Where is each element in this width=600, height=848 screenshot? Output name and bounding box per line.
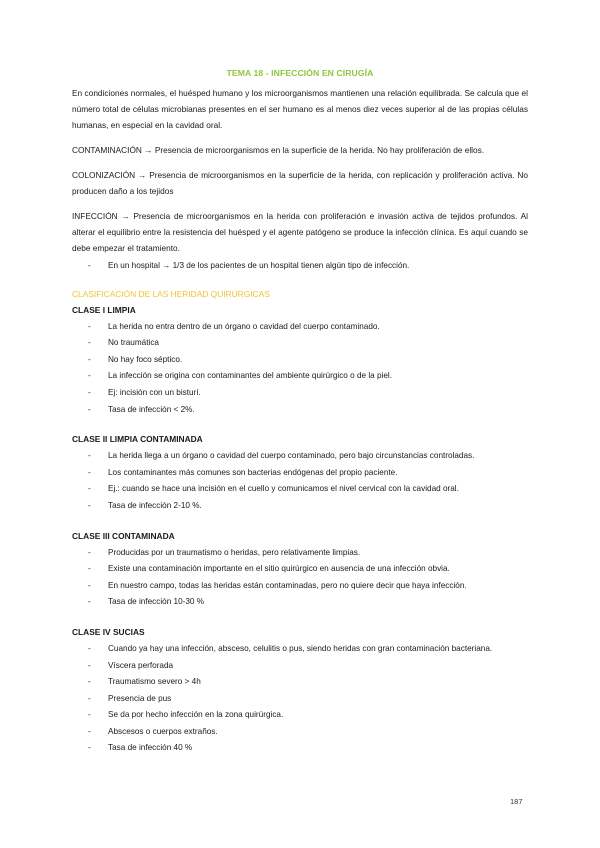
- dash-marker: -: [88, 693, 91, 703]
- colonizacion-paragraph: COLONIZACIÓN → Presencia de microorganismos en la superficie de la herida, con replicación y proliferación activa. No producen daño a los tejidos: [72, 170, 528, 196]
- list-item: [72, 724, 528, 741]
- list-item-text: Tasa de infección 40 %: [108, 743, 193, 753]
- list-item-text: Existe una contaminación importante en el sitio quirúrgico en ausencia de una infección obvia.: [108, 564, 450, 574]
- list-item: [72, 658, 528, 675]
- class-group-3: [72, 529, 528, 611]
- class-list: [72, 545, 528, 611]
- dash-marker: -: [88, 354, 91, 364]
- infeccion-list: [72, 258, 528, 275]
- list-item-text: En nuestro campo, todas las heridas están contaminadas, pero no quiere decir que haya infección.: [108, 580, 467, 590]
- class-group-4: [72, 625, 528, 757]
- list-item: [72, 402, 528, 419]
- dash-marker: -: [88, 261, 91, 270]
- dash-marker: -: [88, 484, 91, 494]
- contaminacion-paragraph: CONTAMINACIÓN → Presencia de microorganismos en la superficie de la herida. No hay proliferación de ellos.: [72, 145, 485, 155]
- list-item-text: Víscera perforada: [108, 660, 174, 670]
- dash-marker: -: [88, 743, 91, 753]
- list-item: [72, 465, 528, 482]
- list-item: [72, 545, 528, 562]
- list-item-text: Producidas por un traumatismo o heridas, pero relativamente limpias.: [108, 547, 361, 557]
- list-item-text: Presencia de pus: [108, 693, 172, 703]
- list-item-text: Ej: incisión con un bisturí.: [108, 387, 201, 397]
- class-heading: CLASE I LIMPIA: [72, 304, 136, 315]
- list-item-text: Los contaminantes más comunes son bacterias endógenas del propio paciente.: [108, 467, 398, 477]
- list-item: [72, 385, 528, 402]
- list-item-text: Cuando ya hay una infección, absceso, celulitis o pus, siendo heridas con gran contaminación bacteriana.: [108, 643, 493, 653]
- list-item: [72, 481, 528, 498]
- class-list: [72, 641, 528, 757]
- list-item-text: Ej.: cuando se hace una incisión en el cuello y comunicamos el nivel cervical con la cavidad oral.: [108, 484, 459, 494]
- dash-marker: -: [88, 547, 91, 557]
- dash-marker: -: [88, 643, 91, 653]
- dash-marker: -: [88, 387, 91, 397]
- list-item-text: Traumatismo severo > 4h: [108, 677, 201, 687]
- dash-marker: -: [88, 580, 91, 590]
- dash-marker: -: [88, 451, 91, 461]
- list-item: [72, 740, 528, 757]
- infeccion-paragraph: INFECCIÓN → Presencia de microorganismos en la herida con proliferación e invasión activa de tejidos profundos. Al alterar el equilibrio entre la resistencia del huésped y el agente patógeno se produce la infección clínica. Es aquí cuando se debe empezar el tratamiento.: [72, 211, 528, 253]
- list-item: [72, 498, 528, 515]
- dash-marker: -: [88, 597, 91, 607]
- list-item-text: Tasa de infección 10-30 %: [108, 597, 205, 607]
- list-item-text: Tasa de infección < 2%.: [108, 404, 195, 414]
- page-number: 187: [510, 797, 523, 806]
- dash-marker: -: [88, 338, 91, 348]
- list-item-text: La infección se origina con contaminantes del ambiente quirúrgico o de la piel.: [108, 371, 393, 381]
- list-item: [72, 674, 528, 691]
- list-item: [72, 448, 528, 465]
- list-item-text: No hay foco séptico.: [108, 354, 183, 364]
- dash-marker: -: [88, 467, 91, 477]
- dash-marker: -: [88, 371, 91, 381]
- list-item: [72, 594, 528, 611]
- dash-marker: -: [88, 677, 91, 687]
- dash-marker: -: [88, 564, 91, 574]
- class-list: [72, 448, 528, 514]
- class-group-2: [72, 432, 528, 514]
- dash-marker: -: [88, 660, 91, 670]
- class-list: [72, 319, 528, 419]
- dash-marker: -: [88, 726, 91, 736]
- section-title: CLASIFICACIÓN DE LAS HERIDAD QUIRÚRGICAS: [72, 288, 270, 299]
- list-item-text: No traumática: [108, 338, 159, 348]
- class-heading: CLASE IV SUCIAS: [72, 626, 145, 637]
- class-group-1: [72, 303, 528, 419]
- list-item: [72, 691, 528, 708]
- list-item-text: Se da por hecho infección en la zona quirúrgica.: [108, 710, 284, 720]
- list-item: [72, 707, 528, 724]
- dash-marker: -: [88, 321, 91, 331]
- list-item-text: Abscesos o cuerpos extraños.: [108, 726, 218, 736]
- list-item: [72, 335, 528, 352]
- page-title: TEMA 18 - INFECCIÓN EN CIRUGÍA: [226, 68, 374, 78]
- list-item-text: Tasa de infección 2-10 %.: [108, 500, 202, 510]
- list-item: [72, 319, 528, 336]
- dash-marker: -: [88, 710, 91, 720]
- list-item: [72, 258, 528, 275]
- dash-marker: -: [88, 500, 91, 510]
- list-item: [72, 352, 528, 369]
- list-item: [72, 561, 528, 578]
- list-item: [72, 641, 528, 658]
- list-item: [72, 578, 528, 595]
- list-item: [72, 368, 528, 385]
- class-heading: CLASE III CONTAMINADA: [72, 530, 175, 541]
- class-heading: CLASE II LIMPIA CONTAMINADA: [72, 434, 203, 445]
- list-item-text: La herida llega a un órgano o cavidad del cuerpo contaminado, pero bajo circunstancias controladas.: [108, 451, 475, 461]
- document-page: [72, 68, 528, 771]
- dash-marker: -: [88, 404, 91, 414]
- intro-paragraph: En condiciones normales, el huésped humano y los microorganismos mantienen una relación equilibrada. Se calcula que el número total de células microbianas presentes en el ser humano es al menos diez veces superior al de las propias células humanas, en especial en la cavidad oral.: [72, 88, 528, 130]
- list-item-text: En un hospital → 1/3 de los pacientes de un hospital tienen algún tipo de infección.: [108, 261, 410, 270]
- list-item-text: La herida no entra dentro de un órgano o cavidad del cuerpo contaminado.: [108, 321, 380, 331]
